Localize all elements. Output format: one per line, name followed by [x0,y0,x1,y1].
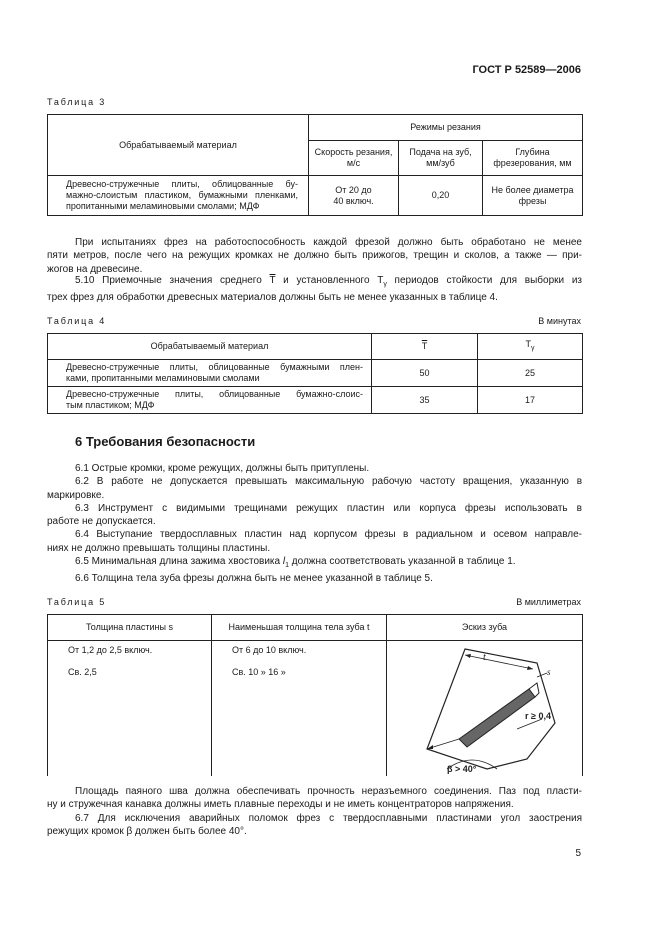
tooth-sketch [387,641,583,776]
paragraph-6-7: 6.7 Для исключения аварийных поломок фрез с твердосплавными пластинами угол заострения режущих кромок β должен быть более 40°. [47,813,582,838]
sketch-label-s: s [547,667,551,677]
table4-material-header: Обрабатываемый материал [48,334,372,360]
table5-thickness-cell [48,641,212,777]
table4-units: В минутах [538,316,581,326]
table5-r1c1: От 1,2 до 2,5 включ. [68,645,153,655]
sketch-label-beta: β > 40° [447,764,477,774]
table5-sketch-cell [387,641,583,777]
paragraph-brazed-seam: Площадь паяного шва должна обеспечивать прочность неразъемного соединения. Паз под пласти- ну и стружечная канавка должны иметь плавные переходы и не иметь концентраторов напряжения. [47,786,582,811]
table4-row2-t: 35 [372,387,478,414]
table5-r2c1: Св. 2,5 [68,667,97,677]
table3-row-depth: Не более диаметра фрезы [483,176,583,216]
table4-row1-material: Древесно-стружечные плиты, облицованные бумажными плен- ками, пропитанными меламиновыми смолами [48,360,372,387]
table5-col3-header: Эскиз зуба [387,615,583,641]
table3-feed-header: Подача на зуб, мм/зуб [399,141,483,176]
table3-depth-header: Глубина фрезерования, мм [483,141,583,176]
table4-row1-t: 50 [372,360,478,387]
table3 [47,114,583,216]
table4 [47,333,583,414]
table3-speed-header: Скорость резания, м/с [309,141,399,176]
table3-modes-header: Режимы резания [309,115,583,141]
table5-r2c2: Св. 10 » 16 » [232,667,286,677]
table4-tgamma-header: $T_\gamma$ [478,334,583,360]
table5-col2-header: Наименьшая толщина тела зуба t [212,615,387,641]
table5 [47,614,583,776]
table3-caption: Таблица 3 [47,97,106,107]
table3-row-material: Древесно-стружечные плиты, облицованные бу- мажно-слоистым пластиком, бумажными пленками, пропитанными меламиновыми смолами; МДФ [48,176,309,216]
page-number: 5 [575,848,581,859]
section-6-title: 6 Требования безопасности [75,434,256,449]
table3-material-header: Обрабатываемый материал [48,115,309,176]
table4-row2-material: Древесно-стружечные плиты, облицованные бумажно-слоис- тым пластиком; МДФ [48,387,372,414]
table3-row-speed: От 20 до 40 включ. [309,176,399,216]
table-row [48,360,583,387]
table4-row2-tgamma: 17 [478,387,583,414]
table-row [48,387,583,414]
table4-caption: Таблица 4 [47,316,106,326]
table5-r1c2: От 6 до 10 включ. [232,645,307,655]
table5-body-cell [212,641,387,777]
paragraph-testing: При испытаниях фрез на работоспособность каждой фрезой должно быть обработано не менее пяти метров, после чего на режущих кромках не должно быть прижогов, трещин и сколов, а также — при- жогов на древесине. [47,237,582,275]
paragraph-6-2: 6.2 В работе не допускается превышать максимальную рабочую частоту вращения, указанную в [75,476,582,488]
table5-caption: Таблица 5 [47,597,106,607]
table4-t-header: $\overline{T}$ [372,334,478,360]
table5-col1-header: Толщина пластины s [48,615,212,641]
table4-row1-tgamma: 25 [478,360,583,387]
sketch-label-t: t [483,652,486,663]
section-6-paragraphs: 6.1 Острые кромки, кроме режущих, должны быть притуплены. 6.2 В работе не допускается превышать максимальную рабочую частоту вращения, указанную в маркировке. 6.3 Инструмент с видимыми трещинами режущих пластин или корпуса фрезы использовать в работе не допускается. 6.4 Выступание твердосплавных пластин над корпусом фрезы в радиальном и осевом направле- ниях не должно превышать толщины пластины. 6.5 Минимальная длина зажима хвостовика $l_1$ должна соответствовать указанной в таблице 1. 6.6 Толщина тела зуба фрезы должна быть не менее указанной в таблице 5. [47,463,582,585]
paragraph-6-1: 6.1 Острые кромки, кроме режущих, должны быть притуплены. [75,463,370,474]
table5-units: В миллиметрах [516,597,581,607]
sketch-label-r: r ≥ 0,4 [525,711,551,721]
table3-row-feed: 0,20 [399,176,483,216]
paragraph-6-5: 6.5 Минимальная длина зажима хвостовика $l_1$ должна соответствовать указанной в таблице 1. [75,556,516,570]
paragraph-6-4: 6.4 Выступание твердосплавных пластин над корпусом фрезы в радиальном и осевом направле- [75,529,582,541]
paragraph-5-10: 5.10 Приемочные значения среднего $\overline{T}$ и установленного $T_\gamma$ периодов стойкости для выборки из трех фрез для обработки древесных материалов должны быть не менее указанных в таблице 4. [47,275,582,304]
paragraph-6-3: 6.3 Инструмент с видимыми трещинами режущих пластин или корпуса фрезы использовать в [75,502,582,514]
paragraph-6-6: 6.6 Толщина тела зуба фрезы должна быть не менее указанной в таблице 5. [75,573,433,585]
document-standard-number: ГОСТ Р 52589—2006 [472,64,581,76]
